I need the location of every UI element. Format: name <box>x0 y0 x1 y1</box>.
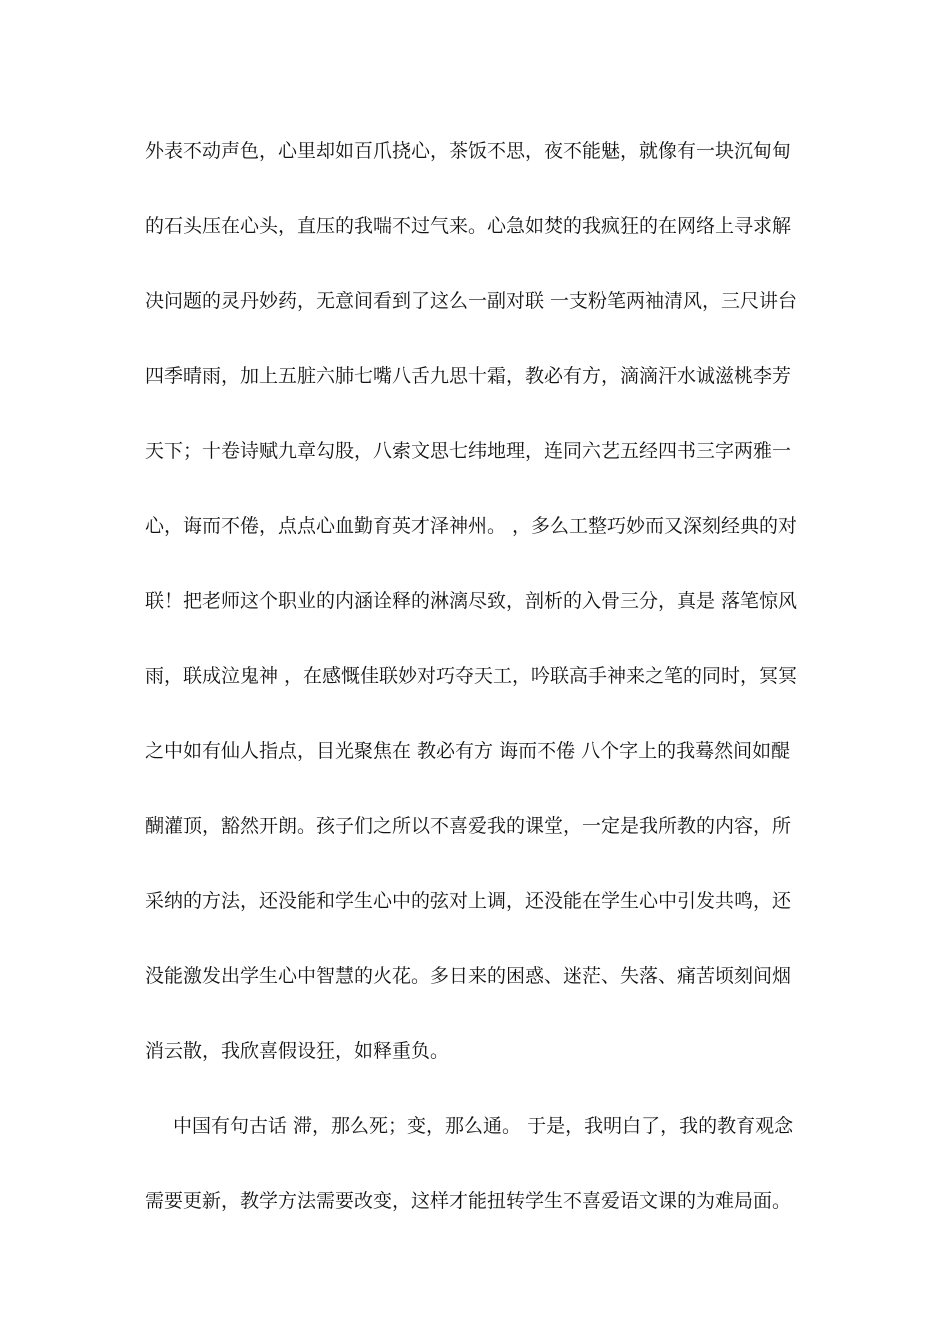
text-line: 心，诲而不倦，点点心血勤育英才泽神州。 ，多么工整巧妙而又深刻经典的对 <box>145 515 798 537</box>
text-line: 需要更新，教学方法需要改变，这样才能扭转学生不喜爱语文课的为难局面。 <box>145 1190 792 1212</box>
paragraph-start-line: 中国有句古话 滞，那么死；变，那么通。 于是，我明白了，我的教育观念 <box>173 1115 794 1137</box>
text-line: 采纳的方法，还没能和学生心中的弦对上调，还没能在学生心中引发共鸣，还 <box>145 890 792 912</box>
text-line: 的石头压在心头，直压的我喘不过气来。心急如焚的我疯狂的在网络上寻求解 <box>145 215 792 237</box>
text-line: 决问题的灵丹妙药，无意间看到了这么一副对联 一支粉笔两袖清风，三尺讲台 <box>145 290 798 312</box>
text-line: 外表不动声色，心里却如百爪挠心，茶饭不思，夜不能魅，就像有一块沉甸甸 <box>145 140 792 162</box>
text-line: 醐灌顶，豁然开朗。孩子们之所以不喜爱我的课堂，一定是我所教的内容，所 <box>145 815 792 837</box>
text-line: 雨，联成泣鬼神 ，在感慨佳联妙对巧夺天工，吟联高手神来之笔的同时，冥冥 <box>145 665 798 687</box>
text-line: 之中如有仙人指点，目光聚焦在 教必有方 诲而不倦 八个字上的我蓦然间如醍 <box>145 740 791 762</box>
text-line: 消云散，我欣喜假设狂，如释重负。 <box>145 1040 450 1062</box>
text-line: 联！把老师这个职业的内涵诠释的淋漓尽致，剖析的入骨三分，真是 落笔惊风 <box>145 590 798 612</box>
text-line: 没能激发出学生心中智慧的火花。多日来的困惑、迷茫、失落、痛苦顷刻间烟 <box>145 965 792 987</box>
text-line: 四季晴雨，加上五脏六肺七嘴八舌九思十霜，教必有方，滴滴汗水诚滋桃李芳 <box>145 365 792 387</box>
text-line: 天下；十卷诗赋九章勾股，八索文思七纬地理，连同六艺五经四书三字两雅一 <box>145 440 792 462</box>
body-text <box>145 128 815 1253</box>
